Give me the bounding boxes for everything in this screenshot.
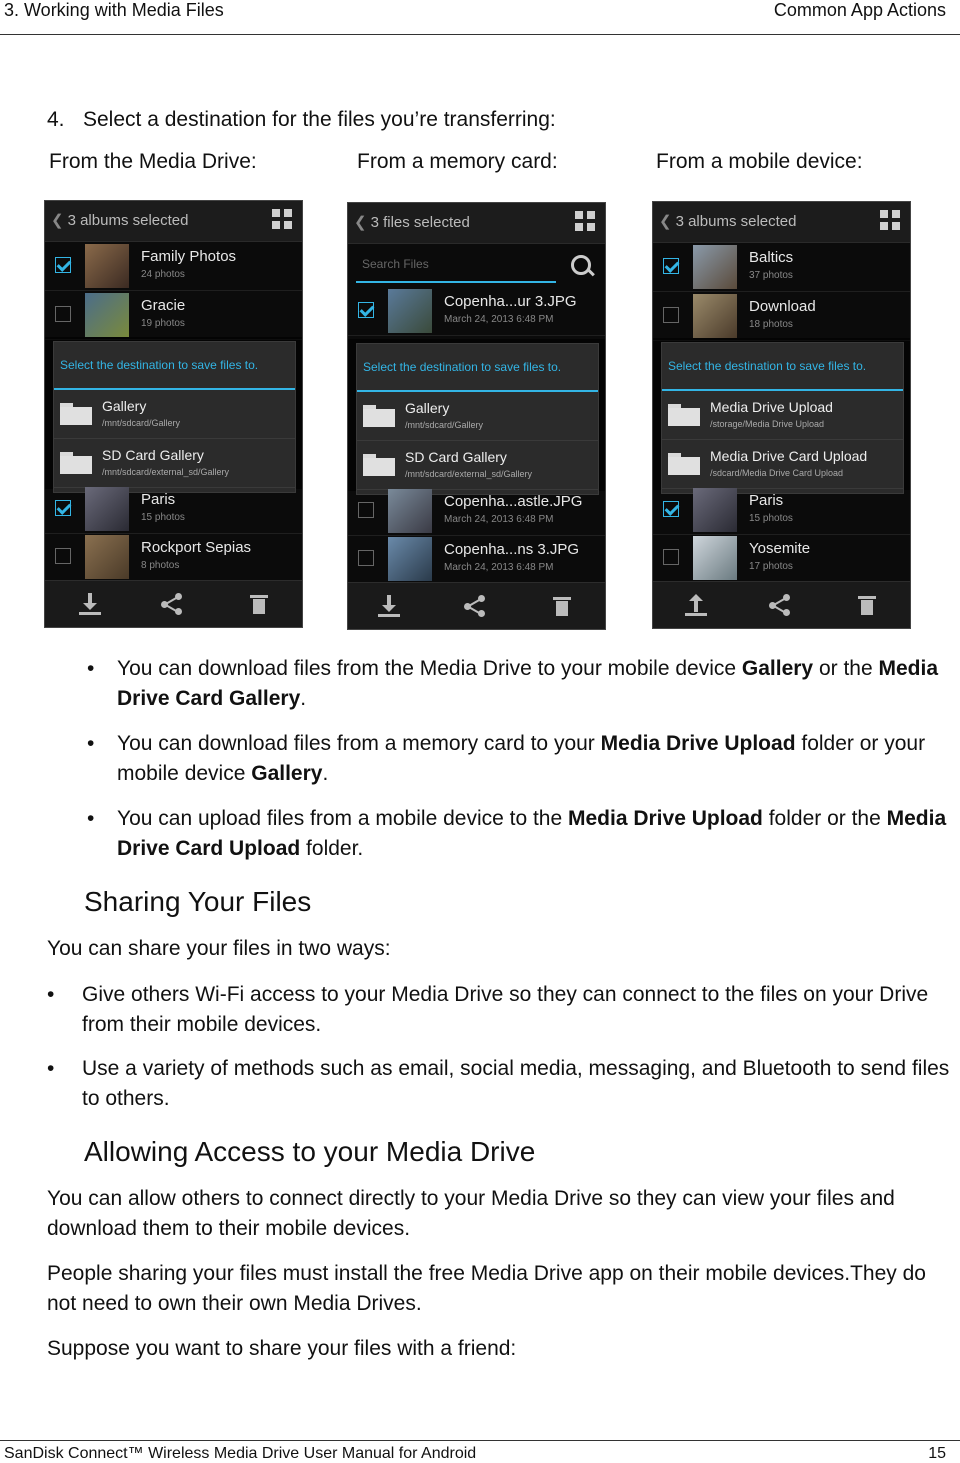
bullet-text xyxy=(87,654,955,714)
list-item[interactable] xyxy=(45,291,302,340)
grid-view-icon[interactable] xyxy=(272,209,294,231)
text-run: . xyxy=(300,687,307,710)
access-heading: Allowing Access to your Media Drive xyxy=(84,1136,536,1167)
text-run: . xyxy=(322,762,329,785)
trash-icon[interactable] xyxy=(856,594,878,616)
destination-option-gallery[interactable] xyxy=(54,390,295,439)
album-count: 15 photos xyxy=(141,512,185,523)
checkbox[interactable] xyxy=(663,258,679,274)
bullet-item xyxy=(87,729,955,789)
list-item[interactable] xyxy=(45,485,302,534)
option-name: Gallery xyxy=(102,398,147,414)
album-count: 17 photos xyxy=(749,561,793,572)
list-item[interactable] xyxy=(348,287,605,336)
bold-term: Media Drive Upload xyxy=(600,732,796,755)
folder-icon xyxy=(668,453,700,475)
file-name: Copenha...ur 3.JPG xyxy=(444,293,577,310)
screenshot-memory-card xyxy=(347,202,606,630)
text-run: You can upload files from a mobile device to the xyxy=(117,807,568,830)
access-paragraph: Suppose you want to share your files with a friend: xyxy=(47,1337,517,1360)
action-bar xyxy=(348,203,605,244)
option-path: /mnt/sdcard/Gallery xyxy=(102,418,181,428)
option-path: /storage/Media Drive Upload xyxy=(710,419,825,429)
bold-term: Media Drive Card Upload xyxy=(117,807,947,860)
list-item[interactable] xyxy=(348,487,605,536)
share-icon[interactable] xyxy=(161,593,183,615)
step-instruction xyxy=(47,108,556,132)
bullet-text xyxy=(87,804,955,864)
file-thumbnail xyxy=(388,289,432,333)
page-footer xyxy=(0,1440,960,1463)
destination-option-sd-card-gallery[interactable] xyxy=(357,441,598,490)
checkbox[interactable] xyxy=(358,302,374,318)
file-thumbnail xyxy=(388,489,432,533)
album-name: Paris xyxy=(749,492,784,509)
step-number: 4. xyxy=(47,108,65,131)
album-count: 15 photos xyxy=(749,513,793,524)
bullet-text: Use a variety of methods such as email, social media, messaging, and Bluetooth to send files to others. xyxy=(82,1057,950,1110)
album-thumbnail xyxy=(693,245,737,289)
album-name: Paris xyxy=(141,491,176,508)
option-path: /sdcard/Media Drive Card Upload xyxy=(710,468,844,478)
file-date: March 24, 2013 6:48 PM xyxy=(444,314,554,325)
album-thumbnail xyxy=(85,535,129,579)
checkbox[interactable] xyxy=(663,501,679,517)
dialog-title: Select the destination to save files to. xyxy=(357,344,598,392)
folder-icon xyxy=(668,404,700,426)
album-count: 37 photos xyxy=(749,270,793,281)
album-count: 19 photos xyxy=(141,318,185,329)
bottom-action-bar xyxy=(348,582,605,629)
option-name: SD Card Gallery xyxy=(102,447,204,463)
bold-term: Gallery xyxy=(251,762,323,785)
bold-term: Media Drive Upload xyxy=(568,807,763,830)
search-icon[interactable] xyxy=(571,255,591,275)
album-thumbnail xyxy=(693,488,737,532)
access-paragraph: You can allow others to connect directly to your Media Drive so they can view your files and download them to their mobile devices. xyxy=(47,1187,895,1240)
bottom-action-bar xyxy=(653,581,910,628)
checkbox[interactable] xyxy=(358,550,374,566)
destination-option-sd-card-gallery[interactable] xyxy=(54,439,295,488)
option-name: Gallery xyxy=(405,400,450,416)
bullet-text xyxy=(87,729,955,789)
option-path: /mnt/sdcard/external_sd/Gallery xyxy=(405,469,533,479)
album-name: Baltics xyxy=(749,249,794,266)
action-bar xyxy=(45,201,302,242)
download-icon[interactable] xyxy=(79,593,101,615)
list-item[interactable] xyxy=(45,242,302,291)
folder-icon xyxy=(363,405,395,427)
bullet-text: Give others Wi-Fi access to your Media Drive so they can connect to the files on your Drive from their mobile devices. xyxy=(82,983,929,1036)
album-name: Family Photos xyxy=(141,248,237,265)
checkbox[interactable] xyxy=(663,307,679,323)
album-name: Rockport Sepias xyxy=(141,539,252,556)
action-bar xyxy=(653,202,910,243)
share-icon[interactable] xyxy=(464,595,486,617)
text-run: You can download files from the Media Drive to your mobile device xyxy=(117,657,742,680)
option-path: /mnt/sdcard/external_sd/Gallery xyxy=(102,467,230,477)
bullet-item xyxy=(87,654,955,714)
trash-icon[interactable] xyxy=(248,593,270,615)
destination-dialog xyxy=(356,343,599,495)
page-header xyxy=(0,0,960,35)
search-placeholder: Search Files xyxy=(362,257,429,271)
album-count: 18 photos xyxy=(749,319,793,330)
checkbox[interactable] xyxy=(55,257,71,273)
list-item[interactable] xyxy=(653,486,910,535)
destination-dialog xyxy=(53,341,296,493)
option-name: SD Card Gallery xyxy=(405,449,507,465)
bullet-symbol: • xyxy=(87,657,95,680)
chapter-title: Common App Actions xyxy=(773,0,946,20)
upload-icon[interactable] xyxy=(685,594,707,616)
bullet-item xyxy=(87,804,955,864)
album-name: Gracie xyxy=(141,297,186,314)
selection-title: 3 albums selected xyxy=(67,212,189,229)
section-title: 3. Working with Media Files xyxy=(4,0,224,20)
option-name: Media Drive Upload xyxy=(710,399,833,415)
bullet-symbol: • xyxy=(87,732,95,755)
caption-media-drive: From the Media Drive: xyxy=(49,150,257,173)
list-item[interactable] xyxy=(45,533,302,582)
text-run: folder. xyxy=(300,837,364,860)
album-name: Yosemite xyxy=(749,540,811,557)
album-thumbnail xyxy=(693,294,737,338)
checkbox[interactable] xyxy=(358,502,374,518)
back-chevron-icon[interactable]: ❮ xyxy=(659,213,672,230)
destination-option-media-drive-card-upload[interactable] xyxy=(662,440,903,489)
bullet-item xyxy=(47,1054,952,1114)
folder-icon xyxy=(60,452,92,474)
download-icon[interactable] xyxy=(378,595,400,617)
caption-memory-card: From a memory card: xyxy=(357,150,558,173)
bold-term: Gallery xyxy=(741,657,814,680)
text-run: folder or your mobile device xyxy=(117,732,926,785)
back-chevron-icon[interactable]: ❮ xyxy=(354,214,367,231)
album-name: Download xyxy=(749,298,816,315)
bullet-symbol: • xyxy=(47,983,55,1006)
manual-title: SanDisk Connect™ Wireless Media Drive User Manual for Android xyxy=(4,1445,477,1462)
grid-view-icon[interactable] xyxy=(575,211,597,233)
album-thumbnail xyxy=(85,487,129,531)
destination-dialog xyxy=(661,342,904,494)
search-input[interactable] xyxy=(356,249,556,283)
bottom-action-bar xyxy=(45,580,302,627)
list-item[interactable] xyxy=(653,534,910,583)
step-text: Select a destination for the files you’re transferring: xyxy=(83,108,556,131)
dialog-title: Select the destination to save files to. xyxy=(54,342,295,390)
bullet-item xyxy=(47,980,952,1040)
album-count: 8 photos xyxy=(141,560,180,571)
sharing-intro: You can share your files in two ways: xyxy=(47,937,391,960)
checkbox[interactable] xyxy=(55,548,71,564)
text-run: You can download files from a memory card to your xyxy=(117,732,601,755)
caption-mobile-device: From a mobile device: xyxy=(656,150,863,173)
album-thumbnail xyxy=(85,244,129,288)
screenshot-media-drive xyxy=(44,200,303,628)
trash-icon[interactable] xyxy=(551,595,573,617)
destination-option-media-drive-upload[interactable] xyxy=(662,391,903,440)
selection-title: 3 albums selected xyxy=(675,213,797,230)
folder-icon xyxy=(60,403,92,425)
screenshot-mobile-device xyxy=(652,201,911,629)
text-run: folder or the xyxy=(762,807,887,830)
grid-view-icon[interactable] xyxy=(880,210,902,232)
checkbox[interactable] xyxy=(663,549,679,565)
bold-term: Media Drive Card Gallery xyxy=(117,657,938,710)
list-item[interactable] xyxy=(653,243,910,292)
checkbox[interactable] xyxy=(55,500,71,516)
text-run: or the xyxy=(813,657,879,680)
file-name: Copenha...ns 3.JPG xyxy=(444,541,580,558)
list-item[interactable] xyxy=(348,535,605,584)
file-thumbnail xyxy=(388,537,432,581)
album-thumbnail xyxy=(85,293,129,337)
file-date: March 24, 2013 6:48 PM xyxy=(444,562,554,573)
file-date: March 24, 2013 6:48 PM xyxy=(444,514,554,525)
dialog-title: Select the destination to save files to. xyxy=(662,343,903,391)
option-path: /mnt/sdcard/Gallery xyxy=(405,420,484,430)
sharing-heading: Sharing Your Files xyxy=(84,886,312,917)
access-paragraph: People sharing your files must install the free Media Drive app on their mobile devices.They do not need to own their own Media Drives. xyxy=(47,1262,926,1315)
option-name: Media Drive Card Upload xyxy=(710,448,868,464)
bullet-symbol: • xyxy=(47,1057,55,1080)
album-count: 24 photos xyxy=(141,269,185,280)
back-chevron-icon[interactable]: ❮ xyxy=(51,212,64,229)
folder-icon xyxy=(363,454,395,476)
file-name: Copenha...astle.JPG xyxy=(444,493,583,510)
album-thumbnail xyxy=(693,536,737,580)
destination-option-gallery[interactable] xyxy=(357,392,598,441)
page-number: 15 xyxy=(928,1445,946,1462)
list-item[interactable] xyxy=(653,292,910,341)
selection-title: 3 files selected xyxy=(370,214,470,231)
share-icon[interactable] xyxy=(769,594,791,616)
bullet-symbol: • xyxy=(87,807,95,830)
checkbox[interactable] xyxy=(55,306,71,322)
